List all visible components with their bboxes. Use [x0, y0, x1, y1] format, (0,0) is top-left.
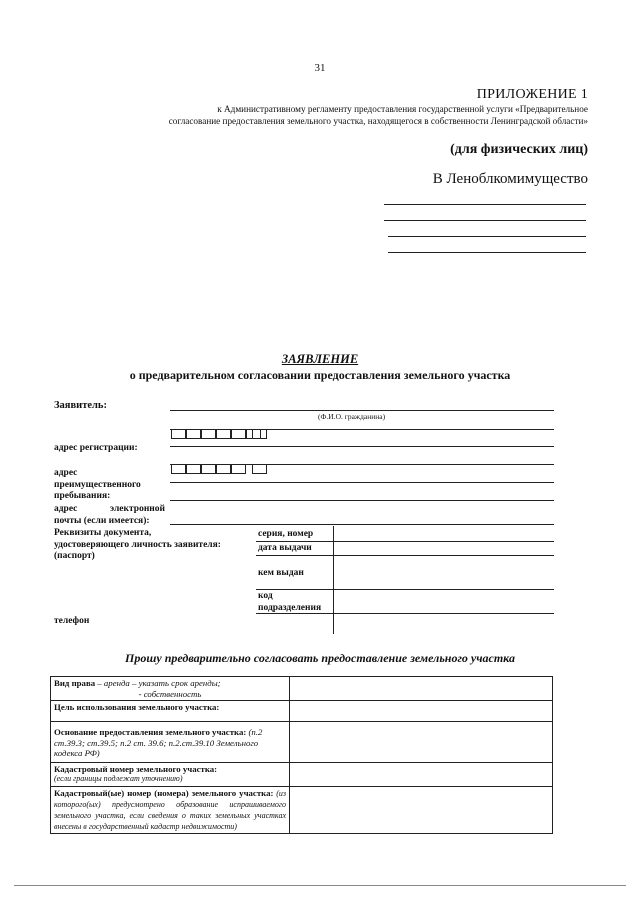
pref-address-line-2[interactable]: [170, 500, 554, 501]
basis-value[interactable]: [290, 722, 553, 763]
index-box[interactable]: [186, 465, 201, 474]
index-box[interactable]: [171, 430, 186, 439]
email-label-2: почты (если имеется):: [54, 515, 150, 526]
right-type-hint: – аренда – указать срок аренды;: [95, 678, 221, 688]
purpose-label: Цель использования земельного участка:: [51, 701, 290, 722]
appendix-subtitle: [68, 104, 588, 127]
index-box[interactable]: [201, 430, 216, 439]
applicant-type: (для физических лиц): [450, 142, 588, 157]
cadastral-label: Кадастровый номер земельного участка:: [54, 763, 218, 774]
phone-label: телефон: [54, 616, 90, 626]
cadastral-hint: (если границы подлежат уточнению): [54, 774, 183, 783]
land-plot-table: [50, 676, 553, 834]
id-doc-label-2: удостоверяющего личность заявителя:: [54, 539, 221, 550]
appendix-title: ПРИЛОЖЕНИЕ 1: [476, 87, 588, 102]
series-label: серия, номер: [258, 529, 314, 539]
addressee-line-2[interactable]: [384, 220, 586, 221]
email-label-1b: электронной: [110, 504, 165, 514]
statement-title: ЗАЯВЛЕНИЕ: [281, 352, 359, 366]
source-cadastral-cell: [51, 786, 290, 833]
dept-code-line[interactable]: [256, 613, 554, 614]
table-row: [51, 677, 553, 701]
index-box[interactable]: [201, 465, 216, 474]
addressee: В Леноблкомимущество: [432, 171, 588, 187]
issued-by-line[interactable]: [256, 589, 554, 590]
applicant-name-line[interactable]: [170, 410, 554, 411]
pref-address-label-3: пребывания:: [54, 491, 111, 501]
dept-code-label: [258, 591, 321, 614]
table-row: [51, 762, 553, 786]
basis-label: Основание предоставления земельного участка:: [54, 727, 247, 737]
index-box[interactable]: [171, 465, 186, 474]
source-cadastral-value[interactable]: [290, 786, 553, 833]
issued-by-label: кем выдан: [258, 568, 304, 578]
page-number: 31: [314, 62, 326, 74]
addressee-line-1[interactable]: [384, 204, 586, 205]
source-cadastral-label: Кадастровый(ые) номер (номера) земельного участка:: [54, 787, 274, 798]
appendix-subtitle-line1: к Административному регламенту предоставления государственной услуги «Предварительное: [217, 104, 588, 114]
cadastral-cell: [51, 762, 290, 786]
reg-address-label: адрес регистрации:: [54, 443, 138, 453]
email-label-1a: адрес: [54, 504, 78, 514]
pref-address-line[interactable]: [170, 482, 554, 483]
right-type-cell: [51, 677, 290, 701]
basis-hint: (п.2 ст.39.3; ст.39.5; п.2 ст. 39.6; п.2.ст.39.10 Земельного кодекса РФ): [54, 727, 263, 758]
email-label: [54, 504, 165, 527]
pref-address-label: [54, 468, 141, 503]
fio-caption: (Ф.И.О. гражданина): [318, 412, 386, 421]
index-box[interactable]: [186, 430, 201, 439]
right-type-label: Вид права: [54, 678, 96, 688]
id-doc-label: [54, 528, 221, 563]
right-type-value[interactable]: [290, 677, 553, 701]
appendix-subtitle-line2: согласование предоставления земельного участка, находящегося в собственности Ленинградской области»: [168, 115, 588, 126]
series-line[interactable]: [256, 541, 554, 542]
index-box[interactable]: [252, 465, 267, 474]
index-box[interactable]: [216, 465, 231, 474]
id-doc-divider: [333, 526, 334, 634]
id-doc-label-3: (паспорт): [54, 551, 95, 561]
applicant-label: Заявитель:: [54, 400, 107, 411]
issue-date-label: дата выдачи: [258, 543, 312, 553]
source-cadastral-hint: (из которого(ых) предусмотрено образование испрашиваемого земельного участка, если сведения о таких земельных участках внесены в государственный кадастр недвижимости): [54, 788, 286, 831]
table-row: [51, 701, 553, 722]
email-label-row1: [54, 504, 165, 516]
addressee-line-4[interactable]: [388, 252, 586, 253]
dept-code-label-2: подразделения: [258, 602, 322, 613]
email-line[interactable]: [170, 524, 554, 525]
basis-cell: [51, 722, 290, 763]
index-box[interactable]: [252, 430, 267, 439]
index-box[interactable]: [231, 430, 246, 439]
table-row: [51, 786, 553, 833]
right-type-hint-2: - собственность: [138, 688, 202, 699]
table-row: [51, 722, 553, 763]
index-box[interactable]: [231, 465, 246, 474]
cadastral-value[interactable]: [290, 762, 553, 786]
issue-date-line[interactable]: [256, 555, 554, 556]
dept-code-label-1: код: [258, 591, 273, 601]
addressee-line-3[interactable]: [388, 236, 586, 237]
id-doc-label-1: Реквизиты документа,: [54, 528, 152, 538]
page-bottom-edge: [14, 885, 626, 886]
request-text: Прошу предварительно согласовать предоставление земельного участка: [125, 651, 515, 665]
pref-address-label-1: адрес: [54, 468, 78, 478]
statement-subtitle: о предварительном согласовании предоставления земельного участка: [129, 368, 511, 382]
pref-address-label-2: преимущественного: [54, 479, 141, 490]
index-box[interactable]: [216, 430, 231, 439]
purpose-value[interactable]: [290, 701, 553, 722]
reg-address-line[interactable]: [170, 446, 554, 447]
